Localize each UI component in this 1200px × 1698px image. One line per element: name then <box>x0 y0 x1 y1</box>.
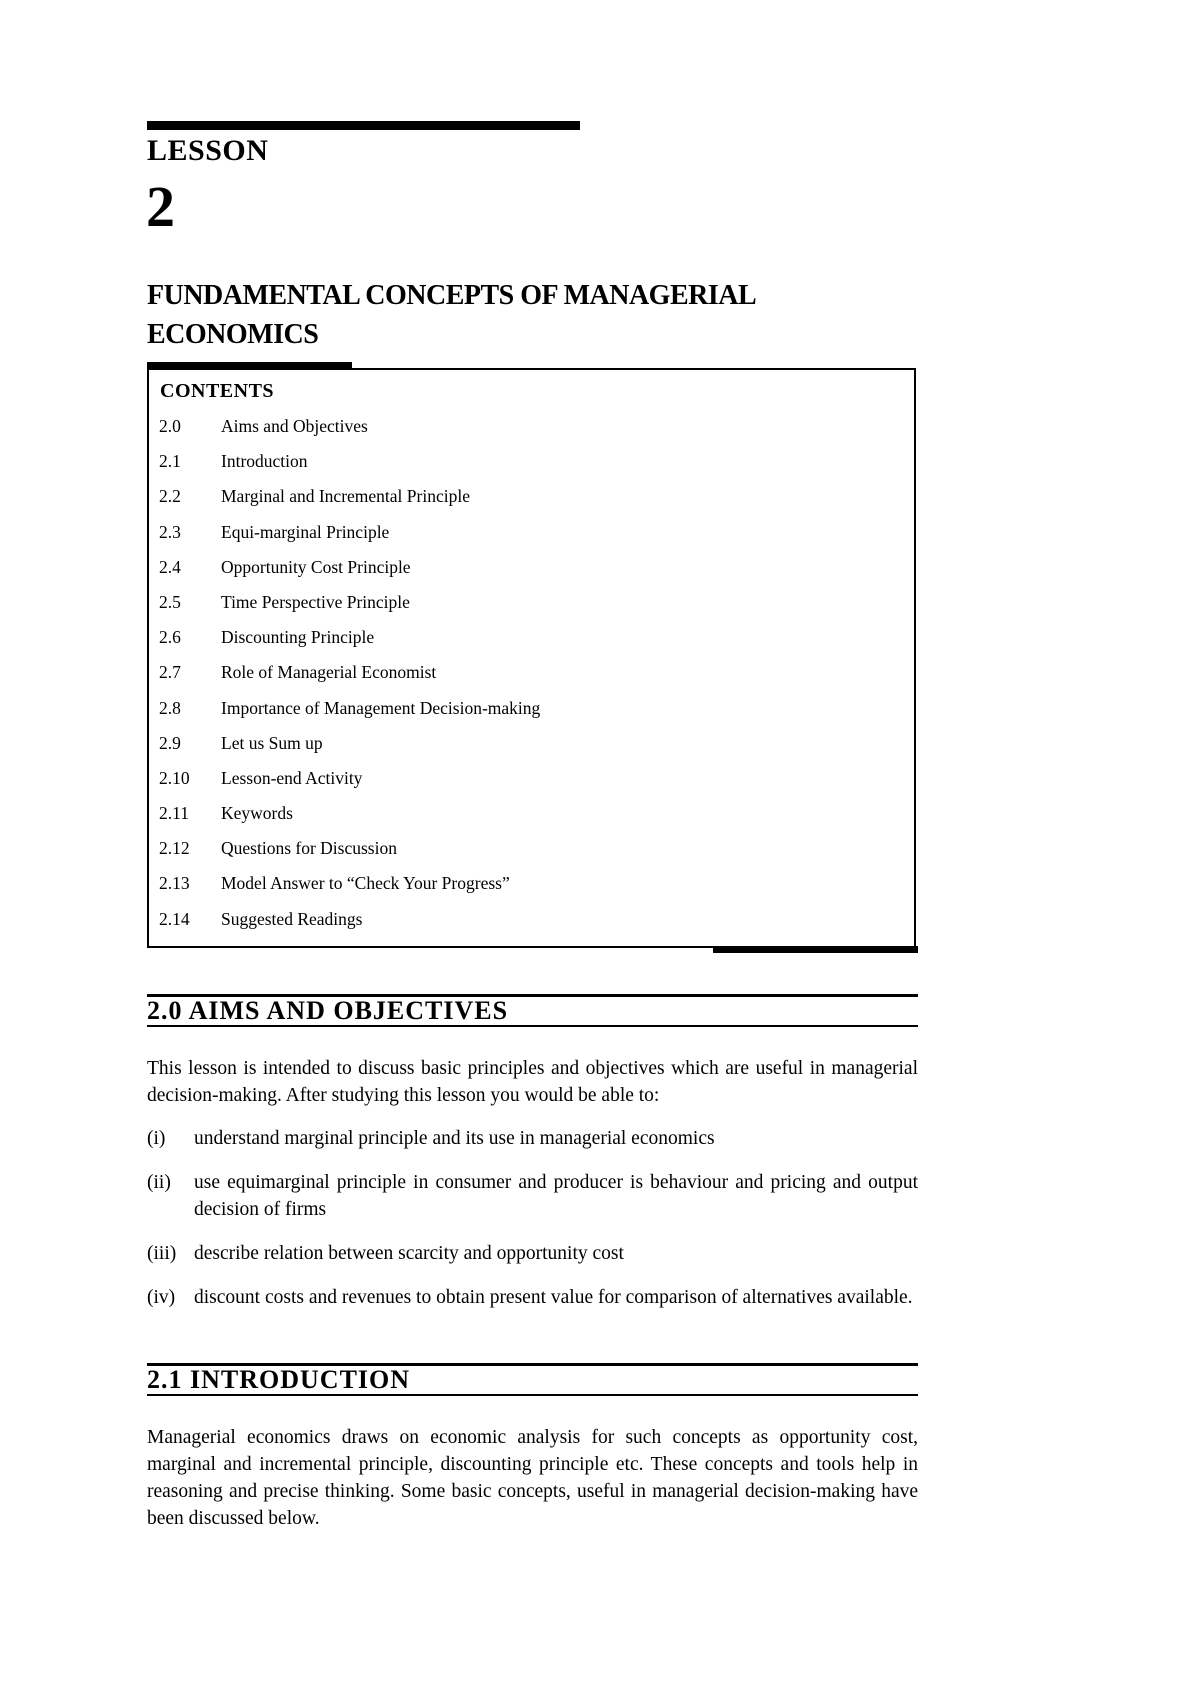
contents-item <box>159 592 540 627</box>
section-heading-text: 2.1 INTRODUCTION <box>147 1365 411 1394</box>
aims-intro-paragraph: This lesson is intended to discuss basic principles and objectives which are useful in managerial decision-making. After studying this lesson you would be able to: <box>147 1058 918 1106</box>
contents-item <box>159 662 540 697</box>
contents-item-number: 2.4 <box>159 556 181 577</box>
contents-item-number: 2.12 <box>159 838 190 859</box>
objective-number: (iv) <box>147 1287 176 1308</box>
contents-item-number: 2.1 <box>159 451 181 472</box>
lesson-number: 2 <box>146 174 175 239</box>
contents-item <box>159 522 540 557</box>
contents-item-label: Time Perspective Principle <box>221 591 410 612</box>
section-heading-aims <box>147 994 918 1027</box>
contents-box-shadow-rule <box>713 946 918 953</box>
objectives-list <box>147 1125 918 1328</box>
objective-text: understand marginal principle and its use in managerial economics <box>194 1128 715 1149</box>
contents-item-label: Keywords <box>221 803 293 824</box>
section-heading-introduction <box>147 1363 918 1396</box>
contents-item-number: 2.11 <box>159 803 189 824</box>
objective-text: use equimarginal principle in consumer and producer is behaviour and pricing and output decision of firms <box>194 1172 918 1220</box>
objective-item <box>147 1240 918 1267</box>
lesson-label: LESSON <box>147 134 269 167</box>
objective-number: (ii) <box>147 1172 171 1193</box>
contents-item-number: 2.5 <box>159 591 181 612</box>
introduction-paragraph: Managerial economics draws on economic analysis for such concepts as opportunity cost, marginal and incremental principle, discounting principle etc. These concepts and tools help in reasoning and precise thinking. Some basic concepts, useful in managerial decision-making have been discussed below. <box>147 1427 918 1529</box>
contents-item-number: 2.13 <box>159 873 190 894</box>
contents-item-label: Discounting Principle <box>221 627 375 648</box>
contents-item-label: Suggested Readings <box>221 908 363 929</box>
objective-item <box>147 1125 918 1152</box>
contents-item-label: Equi-marginal Principle <box>221 521 390 542</box>
contents-item-label: Introduction <box>221 451 308 472</box>
contents-item <box>159 451 540 486</box>
contents-item-label: Model Answer to “Check Your Progress” <box>221 873 510 894</box>
contents-item-number: 2.6 <box>159 627 181 648</box>
top-rule <box>147 121 580 130</box>
contents-item-label: Opportunity Cost Principle <box>221 556 411 577</box>
section-heading-text: 2.0 AIMS AND OBJECTIVES <box>147 996 509 1025</box>
contents-item-label: Role of Managerial Economist <box>221 662 437 683</box>
contents-item <box>159 838 540 873</box>
contents-item <box>159 873 540 908</box>
objective-number: (i) <box>147 1128 166 1149</box>
objective-number: (iii) <box>147 1243 177 1264</box>
contents-item-label: Importance of Management Decision-making <box>221 697 541 718</box>
contents-item <box>159 627 540 662</box>
lesson-title: FUNDAMENTAL CONCEPTS OF MANAGERIAL ECONOMICS <box>147 280 755 350</box>
contents-item <box>159 416 540 451</box>
objective-item <box>147 1284 918 1311</box>
objective-item <box>147 1169 918 1223</box>
contents-item <box>159 733 540 768</box>
contents-item <box>159 698 540 733</box>
contents-item <box>159 909 540 944</box>
contents-item-number: 2.7 <box>159 662 181 683</box>
contents-item <box>159 768 540 803</box>
contents-item-number: 2.0 <box>159 416 181 436</box>
objective-text: discount costs and revenues to obtain present value for comparison of alternatives available. <box>194 1287 913 1308</box>
contents-box <box>147 368 916 948</box>
contents-item-label: Aims and Objectives <box>221 416 368 436</box>
contents-heading: CONTENTS <box>160 380 275 402</box>
contents-item-number: 2.10 <box>159 767 190 788</box>
contents-item-number: 2.3 <box>159 521 181 542</box>
contents-item <box>159 486 540 521</box>
contents-item-number: 2.9 <box>159 732 181 753</box>
contents-item-label: Marginal and Incremental Principle <box>221 486 470 507</box>
objective-text: describe relation between scarcity and opportunity cost <box>194 1243 624 1264</box>
contents-item-number: 2.2 <box>159 486 181 507</box>
contents-item-number: 2.14 <box>159 908 190 929</box>
contents-item <box>159 557 540 592</box>
contents-list <box>159 416 540 944</box>
contents-item-label: Lesson-end Activity <box>221 767 363 788</box>
contents-item-label: Questions for Discussion <box>221 838 397 859</box>
contents-item <box>159 803 540 838</box>
contents-item-label: Let us Sum up <box>221 732 323 753</box>
contents-item-number: 2.8 <box>159 697 181 718</box>
